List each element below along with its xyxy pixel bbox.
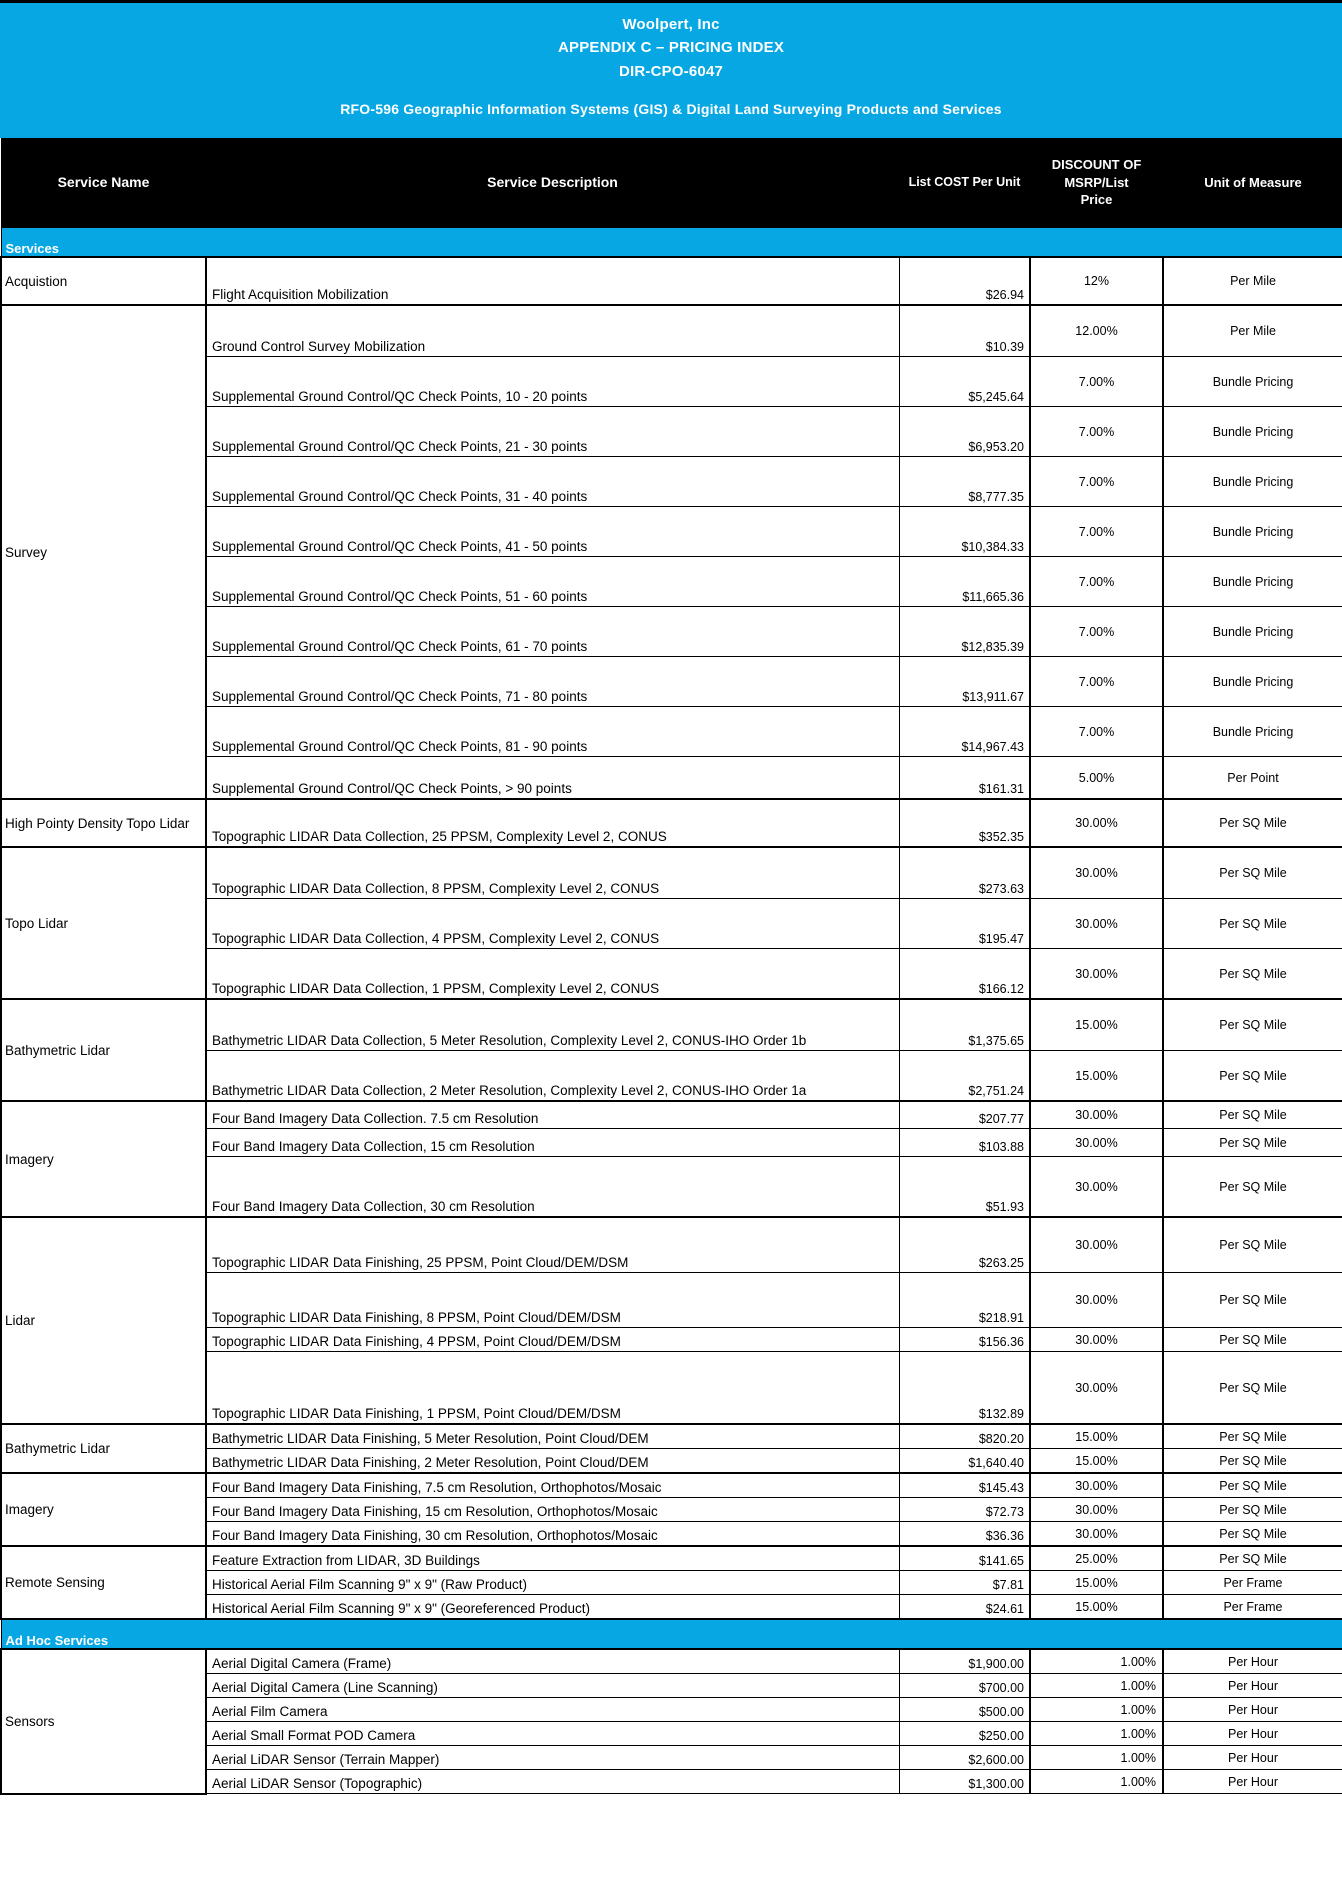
list-cost-cell: $207.77: [899, 1101, 1030, 1129]
unit-of-measure-cell: Per Hour: [1163, 1746, 1342, 1770]
column-header-unit-of-measure: Unit of Measure: [1163, 138, 1342, 227]
discount-cell: 7.00%: [1030, 357, 1163, 407]
service-description-cell: Supplemental Ground Control/QC Check Points, 10 - 20 points: [206, 357, 899, 407]
list-cost-cell: $145.43: [899, 1473, 1030, 1498]
unit-of-measure-cell: Per SQ Mile: [1163, 899, 1342, 949]
list-cost-cell: $11,665.36: [899, 557, 1030, 607]
pricing-table: [0, 138, 1342, 1795]
discount-cell: 7.00%: [1030, 607, 1163, 657]
unit-of-measure-cell: Bundle Pricing: [1163, 657, 1342, 707]
service-name-cell: Sensors: [1, 1649, 206, 1794]
list-cost-cell: $103.88: [899, 1129, 1030, 1157]
service-description-cell: Supplemental Ground Control/QC Check Points, 81 - 90 points: [206, 707, 899, 757]
service-description-cell: Bathymetric LIDAR Data Collection, 2 Meter Resolution, Complexity Level 2, CONUS-IHO Order 1a: [206, 1051, 899, 1102]
list-cost-cell: $1,300.00: [899, 1770, 1030, 1794]
list-cost-cell: $2,600.00: [899, 1746, 1030, 1770]
service-description-cell: Four Band Imagery Data Finishing, 7.5 cm Resolution, Orthophotos/Mosaic: [206, 1473, 899, 1498]
service-description-cell: Topographic LIDAR Data Collection, 8 PPSM, Complexity Level 2, CONUS: [206, 847, 899, 899]
list-cost-cell: $161.31: [899, 757, 1030, 800]
table-body: [1, 227, 1342, 1794]
unit-of-measure-cell: Per Frame: [1163, 1571, 1342, 1595]
unit-of-measure-cell: Per SQ Mile: [1163, 1424, 1342, 1449]
unit-of-measure-cell: Per Hour: [1163, 1649, 1342, 1674]
list-cost-cell: $1,375.65: [899, 999, 1030, 1051]
discount-cell: 1.00%: [1030, 1722, 1163, 1746]
discount-cell: 30.00%: [1030, 949, 1163, 1000]
unit-of-measure-cell: Per SQ Mile: [1163, 847, 1342, 899]
table-row: [1, 1649, 1342, 1674]
discount-cell: 15.00%: [1030, 1424, 1163, 1449]
service-name-cell: Remote Sensing: [1, 1546, 206, 1619]
service-description-cell: Four Band Imagery Data Collection. 7.5 cm Resolution: [206, 1101, 899, 1129]
list-cost-cell: $2,751.24: [899, 1051, 1030, 1102]
unit-of-measure-cell: Per SQ Mile: [1163, 1328, 1342, 1352]
service-description-cell: Feature Extraction from LIDAR, 3D Buildings: [206, 1546, 899, 1571]
unit-of-measure-cell: Per SQ Mile: [1163, 1129, 1342, 1157]
unit-of-measure-cell: Per Hour: [1163, 1770, 1342, 1794]
discount-cell: 30.00%: [1030, 1217, 1163, 1273]
service-description-cell: Flight Acquisition Mobilization: [206, 257, 899, 305]
service-name-cell: Lidar: [1, 1217, 206, 1424]
unit-of-measure-cell: Bundle Pricing: [1163, 707, 1342, 757]
discount-cell: 30.00%: [1030, 847, 1163, 899]
service-description-cell: Four Band Imagery Data Finishing, 30 cm Resolution, Orthophotos/Mosaic: [206, 1522, 899, 1547]
service-description-cell: Ground Control Survey Mobilization: [206, 305, 899, 357]
service-description-cell: Topographic LIDAR Data Collection, 1 PPSM, Complexity Level 2, CONUS: [206, 949, 899, 1000]
list-cost-cell: $72.73: [899, 1498, 1030, 1522]
service-name-cell: Imagery: [1, 1101, 206, 1217]
service-description-cell: Four Band Imagery Data Collection, 30 cm Resolution: [206, 1157, 899, 1218]
service-name-cell: Survey: [1, 305, 206, 799]
list-cost-cell: $132.89: [899, 1352, 1030, 1425]
table-header: [1, 138, 1342, 227]
service-description-cell: Supplemental Ground Control/QC Check Points, 71 - 80 points: [206, 657, 899, 707]
company-name: Woolpert, Inc: [622, 16, 720, 33]
discount-cell: 15.00%: [1030, 999, 1163, 1051]
discount-cell: 7.00%: [1030, 457, 1163, 507]
unit-of-measure-cell: Bundle Pricing: [1163, 507, 1342, 557]
discount-cell: 30.00%: [1030, 1498, 1163, 1522]
document-number: DIR-CPO-6047: [618, 62, 724, 80]
discount-cell: 15.00%: [1030, 1571, 1163, 1595]
unit-of-measure-cell: Per SQ Mile: [1163, 949, 1342, 1000]
list-cost-cell: $36.36: [899, 1522, 1030, 1547]
service-description-cell: Supplemental Ground Control/QC Check Points, 51 - 60 points: [206, 557, 899, 607]
list-cost-cell: $7.81: [899, 1571, 1030, 1595]
list-cost-cell: $500.00: [899, 1698, 1030, 1722]
column-header-service-description: Service Description: [206, 138, 899, 227]
list-cost-cell: $156.36: [899, 1328, 1030, 1352]
unit-of-measure-cell: Per SQ Mile: [1163, 1273, 1342, 1328]
discount-cell: 30.00%: [1030, 1352, 1163, 1425]
table-row: [1, 1546, 1342, 1571]
discount-cell: 30.00%: [1030, 799, 1163, 847]
list-cost-cell: $10,384.33: [899, 507, 1030, 557]
unit-of-measure-cell: Per SQ Mile: [1163, 799, 1342, 847]
discount-cell: 1.00%: [1030, 1746, 1163, 1770]
list-cost-cell: $12,835.39: [899, 607, 1030, 657]
discount-cell: 15.00%: [1030, 1051, 1163, 1102]
rfo-subtitle: RFO-596 Geographic Information Systems (GIS) & Digital Land Surveying Products and Services: [340, 100, 1002, 117]
unit-of-measure-cell: Bundle Pricing: [1163, 607, 1342, 657]
service-name-cell: Bathymetric Lidar: [1, 999, 206, 1101]
service-description-cell: Aerial Digital Camera (Frame): [206, 1649, 899, 1674]
discount-cell: 7.00%: [1030, 657, 1163, 707]
unit-of-measure-cell: Per Hour: [1163, 1722, 1342, 1746]
discount-cell: 30.00%: [1030, 1328, 1163, 1352]
service-name-cell: High Pointy Density Topo Lidar: [1, 799, 206, 847]
table-row: [1, 1424, 1342, 1449]
table-row: [1, 999, 1342, 1051]
list-cost-cell: $1,900.00: [899, 1649, 1030, 1674]
unit-of-measure-cell: Per Mile: [1163, 257, 1342, 305]
list-cost-cell: $141.65: [899, 1546, 1030, 1571]
list-cost-cell: $352.35: [899, 799, 1030, 847]
list-cost-cell: $1,640.40: [899, 1449, 1030, 1474]
service-description-cell: Bathymetric LIDAR Data Finishing, 2 Meter Resolution, Point Cloud/DEM: [206, 1449, 899, 1474]
service-description-cell: Supplemental Ground Control/QC Check Points, 31 - 40 points: [206, 457, 899, 507]
unit-of-measure-cell: Per SQ Mile: [1163, 1157, 1342, 1218]
table-row: [1, 847, 1342, 899]
service-description-cell: Aerial LiDAR Sensor (Terrain Mapper): [206, 1746, 899, 1770]
discount-cell: 7.00%: [1030, 407, 1163, 457]
column-header-service-name: Service Name: [1, 138, 206, 227]
discount-cell: 1.00%: [1030, 1674, 1163, 1698]
service-description-cell: Four Band Imagery Data Collection, 15 cm Resolution: [206, 1129, 899, 1157]
table-row: [1, 1217, 1342, 1273]
discount-header-line-1: DISCOUNT OF: [1051, 157, 1142, 173]
list-cost-cell: $263.25: [899, 1217, 1030, 1273]
list-cost-cell: $51.93: [899, 1157, 1030, 1218]
unit-of-measure-cell: Per SQ Mile: [1163, 1101, 1342, 1129]
discount-cell: 30.00%: [1030, 1473, 1163, 1498]
service-description-cell: Topographic LIDAR Data Finishing, 8 PPSM, Point Cloud/DEM/DSM: [206, 1273, 899, 1328]
discount-cell: 1.00%: [1030, 1698, 1163, 1722]
unit-of-measure-cell: Per SQ Mile: [1163, 1522, 1342, 1547]
service-description-cell: Aerial Film Camera: [206, 1698, 899, 1722]
discount-cell: 30.00%: [1030, 1273, 1163, 1328]
list-cost-cell: $250.00: [899, 1722, 1030, 1746]
unit-of-measure-cell: Per SQ Mile: [1163, 999, 1342, 1051]
list-cost-cell: $10.39: [899, 305, 1030, 357]
service-description-cell: Supplemental Ground Control/QC Check Points, 61 - 70 points: [206, 607, 899, 657]
title-banner: [0, 0, 1342, 138]
unit-of-measure-cell: Bundle Pricing: [1163, 557, 1342, 607]
unit-of-measure-cell: Per Frame: [1163, 1595, 1342, 1620]
table-row: [1, 799, 1342, 847]
service-description-cell: Topographic LIDAR Data Collection, 25 PPSM, Complexity Level 2, CONUS: [206, 799, 899, 847]
unit-of-measure-cell: Per SQ Mile: [1163, 1217, 1342, 1273]
service-description-cell: Historical Aerial Film Scanning 9" x 9" (Georeferenced Product): [206, 1595, 899, 1620]
service-description-cell: Bathymetric LIDAR Data Finishing, 5 Meter Resolution, Point Cloud/DEM: [206, 1424, 899, 1449]
unit-of-measure-cell: Per SQ Mile: [1163, 1449, 1342, 1474]
list-cost-cell: $5,245.64: [899, 357, 1030, 407]
section-band-label: Ad Hoc Services: [1, 1619, 1342, 1649]
service-name-cell: Topo Lidar: [1, 847, 206, 999]
list-cost-cell: $700.00: [899, 1674, 1030, 1698]
discount-cell: 12.00%: [1030, 305, 1163, 357]
service-description-cell: Supplemental Ground Control/QC Check Points, 41 - 50 points: [206, 507, 899, 557]
service-description-cell: Supplemental Ground Control/QC Check Points, > 90 points: [206, 757, 899, 800]
service-description-cell: Supplemental Ground Control/QC Check Points, 21 - 30 points: [206, 407, 899, 457]
discount-cell: 30.00%: [1030, 1157, 1163, 1218]
discount-cell: 12%: [1030, 257, 1163, 305]
discount-cell: 5.00%: [1030, 757, 1163, 800]
discount-cell: 30.00%: [1030, 1129, 1163, 1157]
unit-of-measure-cell: Bundle Pricing: [1163, 457, 1342, 507]
unit-of-measure-cell: Per Hour: [1163, 1698, 1342, 1722]
list-cost-cell: $166.12: [899, 949, 1030, 1000]
list-cost-cell: $26.94: [899, 257, 1030, 305]
discount-cell: 15.00%: [1030, 1449, 1163, 1474]
unit-of-measure-cell: Per SQ Mile: [1163, 1498, 1342, 1522]
section-band-label: Services: [1, 227, 1342, 257]
list-cost-cell: $6,953.20: [899, 407, 1030, 457]
discount-cell: 15.00%: [1030, 1595, 1163, 1620]
service-description-cell: Bathymetric LIDAR Data Collection, 5 Meter Resolution, Complexity Level 2, CONUS-IHO Order 1b: [206, 999, 899, 1051]
unit-of-measure-cell: Per SQ Mile: [1163, 1473, 1342, 1498]
discount-cell: 7.00%: [1030, 557, 1163, 607]
table-row: [1, 1473, 1342, 1498]
discount-cell: 7.00%: [1030, 507, 1163, 557]
list-cost-cell: $14,967.43: [899, 707, 1030, 757]
discount-cell: 1.00%: [1030, 1649, 1163, 1674]
table-row: [1, 1101, 1342, 1129]
table-row: [1, 305, 1342, 357]
column-header-list-cost: List COST Per Unit: [899, 138, 1030, 227]
discount-cell: 25.00%: [1030, 1546, 1163, 1571]
discount-header-line-2: MSRP/List: [1064, 174, 1129, 190]
unit-of-measure-cell: Bundle Pricing: [1163, 357, 1342, 407]
service-description-cell: Historical Aerial Film Scanning 9" x 9" (Raw Product): [206, 1571, 899, 1595]
service-description-cell: Aerial Digital Camera (Line Scanning): [206, 1674, 899, 1698]
service-description-cell: Aerial Small Format POD Camera: [206, 1722, 899, 1746]
section-band-row: [1, 227, 1342, 257]
discount-cell: 1.00%: [1030, 1770, 1163, 1794]
column-header-discount: [1030, 138, 1163, 227]
list-cost-cell: $273.63: [899, 847, 1030, 899]
discount-cell: 30.00%: [1030, 1101, 1163, 1129]
service-description-cell: Four Band Imagery Data Finishing, 15 cm Resolution, Orthophotos/Mosaic: [206, 1498, 899, 1522]
table-row: [1, 257, 1342, 305]
list-cost-cell: $24.61: [899, 1595, 1030, 1620]
banner-spacer: [0, 83, 1342, 99]
service-description-cell: Topographic LIDAR Data Finishing, 4 PPSM, Point Cloud/DEM/DSM: [206, 1328, 899, 1352]
section-band-row: [1, 1619, 1342, 1649]
discount-header-line-3: Price: [1080, 192, 1113, 208]
unit-of-measure-cell: Per SQ Mile: [1163, 1051, 1342, 1102]
unit-of-measure-cell: Per SQ Mile: [1163, 1546, 1342, 1571]
service-name-cell: Acquistion: [1, 257, 206, 305]
list-cost-cell: $820.20: [899, 1424, 1030, 1449]
discount-cell: 7.00%: [1030, 707, 1163, 757]
discount-cell: 30.00%: [1030, 899, 1163, 949]
list-cost-cell: $8,777.35: [899, 457, 1030, 507]
discount-cell: 30.00%: [1030, 1522, 1163, 1547]
unit-of-measure-cell: Per SQ Mile: [1163, 1352, 1342, 1425]
list-cost-cell: $218.91: [899, 1273, 1030, 1328]
unit-of-measure-cell: Per Hour: [1163, 1674, 1342, 1698]
unit-of-measure-cell: Per Point: [1163, 757, 1342, 800]
unit-of-measure-cell: Bundle Pricing: [1163, 407, 1342, 457]
service-description-cell: Aerial LiDAR Sensor (Topographic): [206, 1770, 899, 1794]
appendix-title: APPENDIX C – PRICING INDEX: [557, 39, 785, 57]
list-cost-cell: $13,911.67: [899, 657, 1030, 707]
unit-of-measure-cell: Per Mile: [1163, 305, 1342, 357]
service-description-cell: Topographic LIDAR Data Finishing, 25 PPSM, Point Cloud/DEM/DSM: [206, 1217, 899, 1273]
service-description-cell: Topographic LIDAR Data Collection, 4 PPSM, Complexity Level 2, CONUS: [206, 899, 899, 949]
service-description-cell: Topographic LIDAR Data Finishing, 1 PPSM, Point Cloud/DEM/DSM: [206, 1352, 899, 1425]
service-name-cell: Bathymetric Lidar: [1, 1424, 206, 1473]
service-name-cell: Imagery: [1, 1473, 206, 1546]
list-cost-cell: $195.47: [899, 899, 1030, 949]
